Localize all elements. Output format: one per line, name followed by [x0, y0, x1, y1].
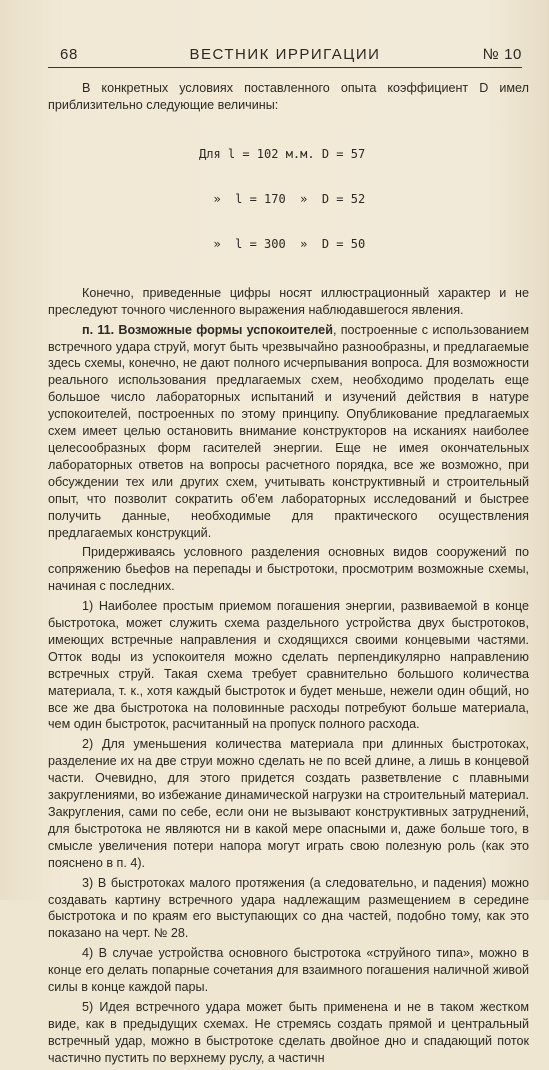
formula-line: Для l = 102 м.м. D = 57 — [199, 146, 366, 161]
list-item: 3) В быстротоках малого протяжения (а следовательно, и падения) можно создавать картину встречного удара надлежащим размещением в середине быстротока и по краям его выступающих со дна частей, подобно тому, как это показано на черт. № 28. — [48, 875, 529, 941]
list-item: 5) Идея встречного удара может быть применена и не в таком жестком виде, как в предыдущих схемах. Не стремясь создать прямой и центральный встречный удар, можно в быстротоке сделать двойное дно и спадающий поток частично пустить по верхнему руслу, а частичн — [48, 999, 529, 1065]
section-text: , построенные с использованием встречного удара струй, могут быть чрезвычайно разнообразны, и предлагаемые здесь схемы, конечно, не дают полного исчерпывания вопроса. Для возможности реального использования предлагаемых схем, необходимо проделать еще большое число лабораторных испытаний и изучений действия в натуре успокоителей, построенных по этому принципу. Опубликование предлагаемых схем имеет целью остановить внимание конструкторов на исканиях наиболее целесообразных форм гасителей энергии. Еще не имея окончательных лабораторных ответов на вопросы расчетного порядка, все же возможно, при обсуждении тех или других схем, учитывать конструктивный и строительный опыт, что позволит сократить об'ем лабораторных исследований и быстрее получить данные, необходимые для практического осуществления предлагаемых конструкций. — [48, 322, 529, 540]
page-number: 68 — [60, 46, 78, 63]
issue-number: № 10 — [482, 46, 522, 63]
paragraph: Конечно, приведенные цифры носят иллюстрационный характер и не преследуют точного численного выражения наблюдавшегося явления. — [48, 285, 529, 317]
journal-title: ВЕСТНИК ИРРИГАЦИИ — [189, 46, 381, 63]
formula-line: » l = 300 » D = 50 — [199, 236, 366, 251]
formula-line: » l = 170 » D = 52 — [199, 191, 366, 206]
list-item: 2) Для уменьшения количества материала при длинных быстротоках, разделение их на две струи можно сделать не по всей длине, а лишь в концевой части. Очевидно, для этого придется создать разветвление с плавными закруглениями, во избежание динамической нагрузки на строительный материал. Закругления, сами по себе, если они не вызывают конструктивных затруднений, для быстротока не являются ни в какой мере опасными и, даже больше того, в смысле увеличения потери напора могут играть свою полезную роль (как это пояснено в п. 4). — [48, 737, 529, 870]
list-item: 4) В случае устройства основного быстротока «струйного типа», можно в конце его делать попарные сочетания для взаимного погашения наличной живой силы в конце каждой пары. — [48, 946, 529, 995]
article-body — [48, 80, 529, 1070]
section-heading: п. 11. Возможные формы успокоителей — [82, 322, 333, 337]
list-item: 1) Наиболее простым приемом погашения энергии, развиваемой в конце быстротока, может служить схема раздельного устройства двух быстротоков, имеющих встречные направления и сходящихся своими концевыми частями. Отток воды из успокоителя можно сделать перпендикулярно направлению встречных струй. Такая схема требует сравнительно большого количества материала, т. к., хотя каждый быстроток и будет меньше, нежели один общий, но все же два быстротока на половинные расходы потребуют больше материала, чем один быстроток, расчитанный на пропуск полного расхода. — [48, 599, 529, 732]
running-header — [48, 45, 522, 68]
section-paragraph — [48, 322, 529, 542]
coefficient-table — [199, 117, 529, 282]
paragraph: В конкретных условиях поставленного опыта коэффициент D имел приблизительно следующие величины: — [48, 81, 529, 112]
paragraph: Придерживаясь условного разделения основных видов сооружений по сопряжению бьефов на перепады и быстротоки, просмотрим возможные схемы, начиная с последних. — [48, 545, 529, 594]
